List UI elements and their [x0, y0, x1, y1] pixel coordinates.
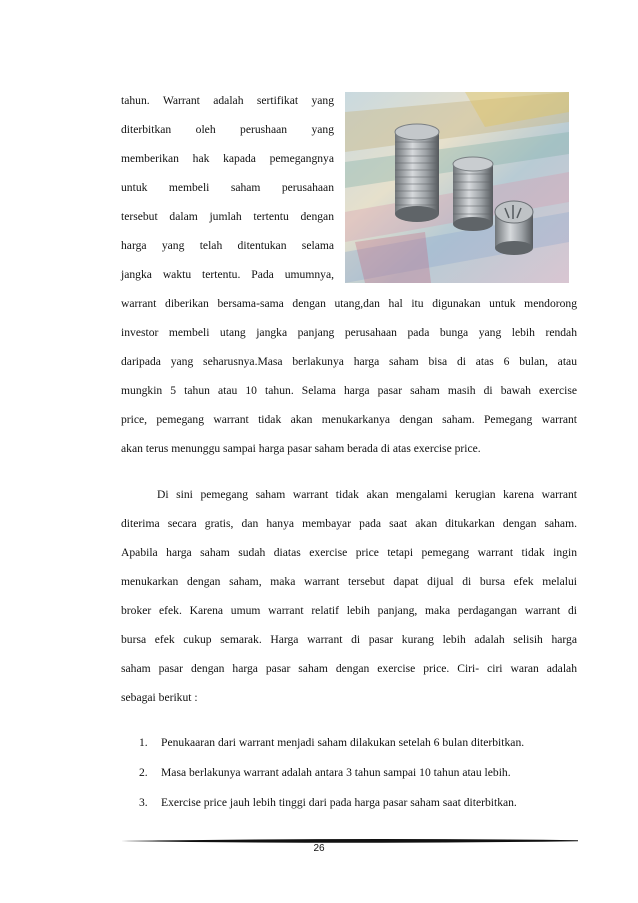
list-item — [139, 766, 511, 780]
list-item — [139, 736, 524, 750]
paragraph2-line: sebagai berikut : — [121, 691, 198, 704]
list-item-text: Exercise price jauh lebih tinggi dari pada harga pasar saham saat diterbitkan. — [161, 796, 517, 809]
paragraph1-line: tersebut dalam jumlah tertentu dengan — [121, 210, 334, 223]
paragraph1-line: price, pemegang warrant tidak akan menukarkanya dengan saham. Pemegang warrant — [121, 413, 577, 426]
paragraph2-line: saham pasar dengan harga pasar saham dengan exercise price. Ciri- ciri waran adalah — [121, 662, 577, 675]
paragraph1-line: daripada yang seharusnya.Masa berlakunya harga saham bisa di atas 6 bulan, atau — [121, 355, 577, 368]
footer-rule — [121, 830, 578, 834]
paragraph2-line: Apabila harga saham sudah diatas exercise price tetapi pemegang warrant tidak ingin — [121, 546, 577, 559]
paragraph1-line: diterbitkan oleh perushaan yang — [121, 123, 334, 136]
paragraph1-line: investor membeli utang jangka panjang perusahaan pada bunga yang lebih rendah — [121, 326, 577, 339]
paragraph1-line: akan terus menunggu sampai harga pasar saham berada di atas exercise price. — [121, 442, 481, 455]
list-item-text: Masa berlakunya warrant adalah antara 3 tahun sampai 10 tahun atau lebih. — [161, 766, 511, 779]
list-item-text: Penukaaran dari warrant menjadi saham dilakukan setelah 6 bulan diterbitkan. — [161, 736, 525, 749]
paragraph2-line: menukarkan dengan saham, maka warrant tersebut dapat dijual di bursa efek melalui — [121, 575, 577, 588]
paragraph2-line: Di sini pemegang saham warrant tidak akan mengalami kerugian karena warrant — [157, 488, 577, 501]
paragraph1-line: memberikan hak kapada pemegangnya — [121, 152, 334, 165]
paragraph2-line: bursa efek cukup semarak. Harga warrant di pasar kurang lebih adalah selisih harga — [121, 633, 577, 646]
coins-photo — [345, 92, 569, 283]
list-item — [139, 796, 517, 810]
paragraph1-line: harga yang telah ditentukan selama — [121, 239, 334, 252]
paragraph1-line: tahun. Warrant adalah sertifikat yang — [121, 94, 334, 107]
list-item-number: 3. — [139, 796, 148, 809]
paragraph2-line: broker efek. Karena umum warrant relatif lebih panjang, maka perdagangan warrant di — [121, 604, 577, 617]
list-item-number: 1. — [139, 736, 148, 749]
paragraph1-line: mungkin 5 tahun atau 10 tahun. Selama harga pasar saham masih di bawah exercise — [121, 384, 577, 397]
list-item-number: 2. — [139, 766, 148, 779]
page-number: 26 — [313, 843, 325, 854]
paragraph1-line: warrant diberikan bersama-sama dengan utang,dan hal itu digunakan untuk mendorong — [121, 297, 577, 310]
paragraph1-line: untuk membeli saham perusahaan — [121, 181, 334, 194]
paragraph2-line: diterima secara gratis, dan hanya membayar pada saat akan ditukarkan dengan saham. — [121, 517, 577, 530]
paragraph1-line: jangka waktu tertentu. Pada umumnya, — [121, 268, 334, 281]
